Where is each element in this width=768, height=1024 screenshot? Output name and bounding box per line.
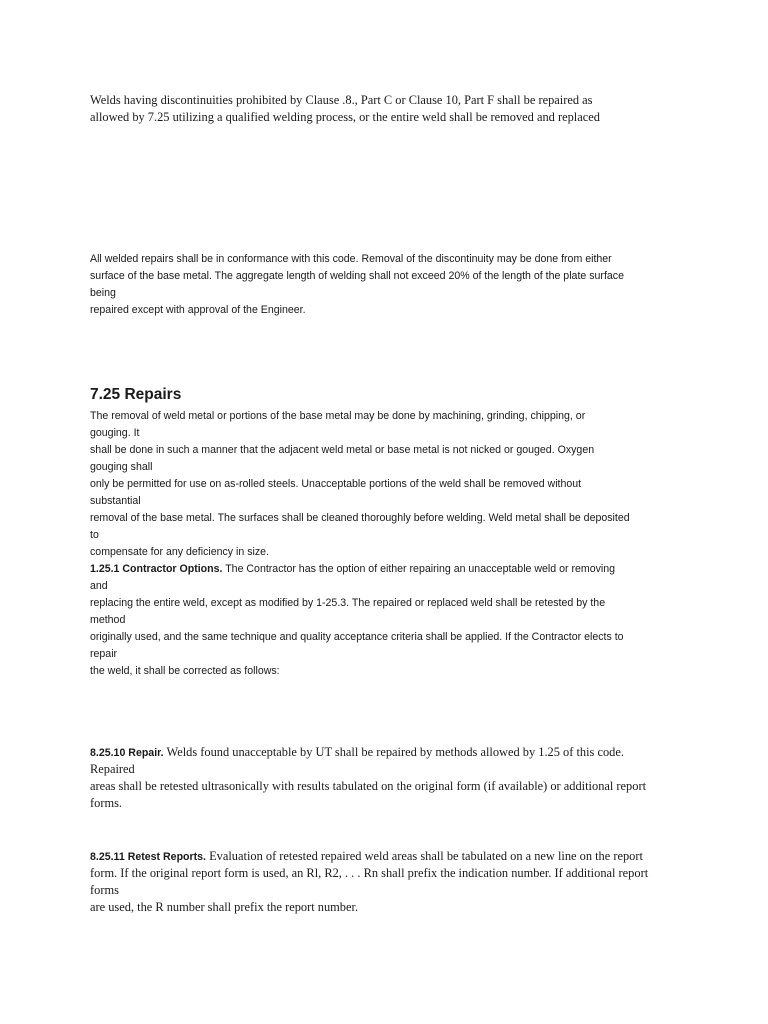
contractor-line-5: originally used, and the same technique and quality acceptance criteria shall be applied. If the Contractor elects to: [90, 631, 624, 643]
contractor-line-3: replacing the entire weld, except as modified by 1-25.3. The repaired or replaced weld shall be retested by the: [90, 597, 606, 609]
retest-section-text: Evaluation of retested repaired weld areas shall be tabulated on a new line on the report: [206, 849, 643, 863]
conformance-line-1: All welded repairs shall be in conformance with this code. Removal of the discontinuity may be done from either: [90, 253, 612, 265]
contractor-options-title: 1.25.1 Contractor Options.: [90, 563, 223, 575]
repairs-line-6: substantial: [90, 495, 141, 507]
retest-section-title: 8.25.11 Retest Reports.: [90, 851, 206, 863]
contractor-line-7: the weld, it shall be corrected as follows:: [90, 665, 280, 677]
repairs-line-8: to: [90, 529, 99, 541]
conformance-line-4: repaired except with approval of the Engineer.: [90, 304, 306, 316]
repair-section-title: 8.25.10 Repair.: [90, 747, 164, 759]
retest-section-line-2: form. If the original report form is used, an Rl, R2, . . . Rn shall prefix the indication number. If additional report: [90, 866, 649, 880]
repairs-line-9: compensate for any deficiency in size.: [90, 546, 270, 558]
retest-section-line-4: are used, the R number shall prefix the report number.: [90, 900, 359, 914]
repairs-line-2: gouging. It: [90, 427, 140, 439]
repair-section-line-1: [90, 744, 624, 762]
contractor-line-6: repair: [90, 648, 118, 660]
repair-section-line-4: forms.: [90, 796, 123, 810]
retest-section-line-1: [90, 848, 643, 866]
intro-line-1: Welds having discontinuities prohibited by Clause .8., Part C or Clause 10, Part F shall be repaired as: [90, 93, 593, 107]
contractor-line-4: method: [90, 614, 126, 626]
repair-section-line-3: areas shall be retested ultrasonically with results tabulated on the original form (if available) or additional report: [90, 779, 647, 793]
contractor-line-2: and: [90, 580, 108, 592]
contractor-options-text: The Contractor has the option of either repairing an unacceptable weld or removing: [222, 563, 616, 575]
conformance-line-2: surface of the base metal. The aggregate length of welding shall not exceed 20% of the length of the plate surface: [90, 270, 624, 282]
repairs-line-5: only be permitted for use on as-rolled steels. Unacceptable portions of the weld shall be removed without: [90, 478, 582, 490]
retest-section-line-3: forms: [90, 883, 119, 897]
section-heading: 7.25 Repairs: [90, 386, 182, 403]
intro-line-2: allowed by 7.25 utilizing a qualified welding process, or the entire weld shall be removed and replaced: [90, 110, 600, 124]
contractor-options-line-1: [90, 561, 615, 578]
repair-section-line-2: Repaired: [90, 762, 135, 776]
conformance-line-3: being: [90, 287, 116, 299]
repair-section-text: Welds found unacceptable by UT shall be repaired by methods allowed by 1.25 of this code.: [163, 745, 624, 759]
repairs-line-3: shall be done in such a manner that the adjacent weld metal or base metal is not nicked or gouged. Oxygen: [90, 444, 595, 456]
repairs-line-1: The removal of weld metal or portions of the base metal may be done by machining, grinding, chipping, or: [90, 410, 586, 422]
repairs-line-7: removal of the base metal. The surfaces shall be cleaned thoroughly before welding. Weld metal shall be deposited: [90, 512, 630, 524]
repairs-line-4: gouging shall: [90, 461, 153, 473]
